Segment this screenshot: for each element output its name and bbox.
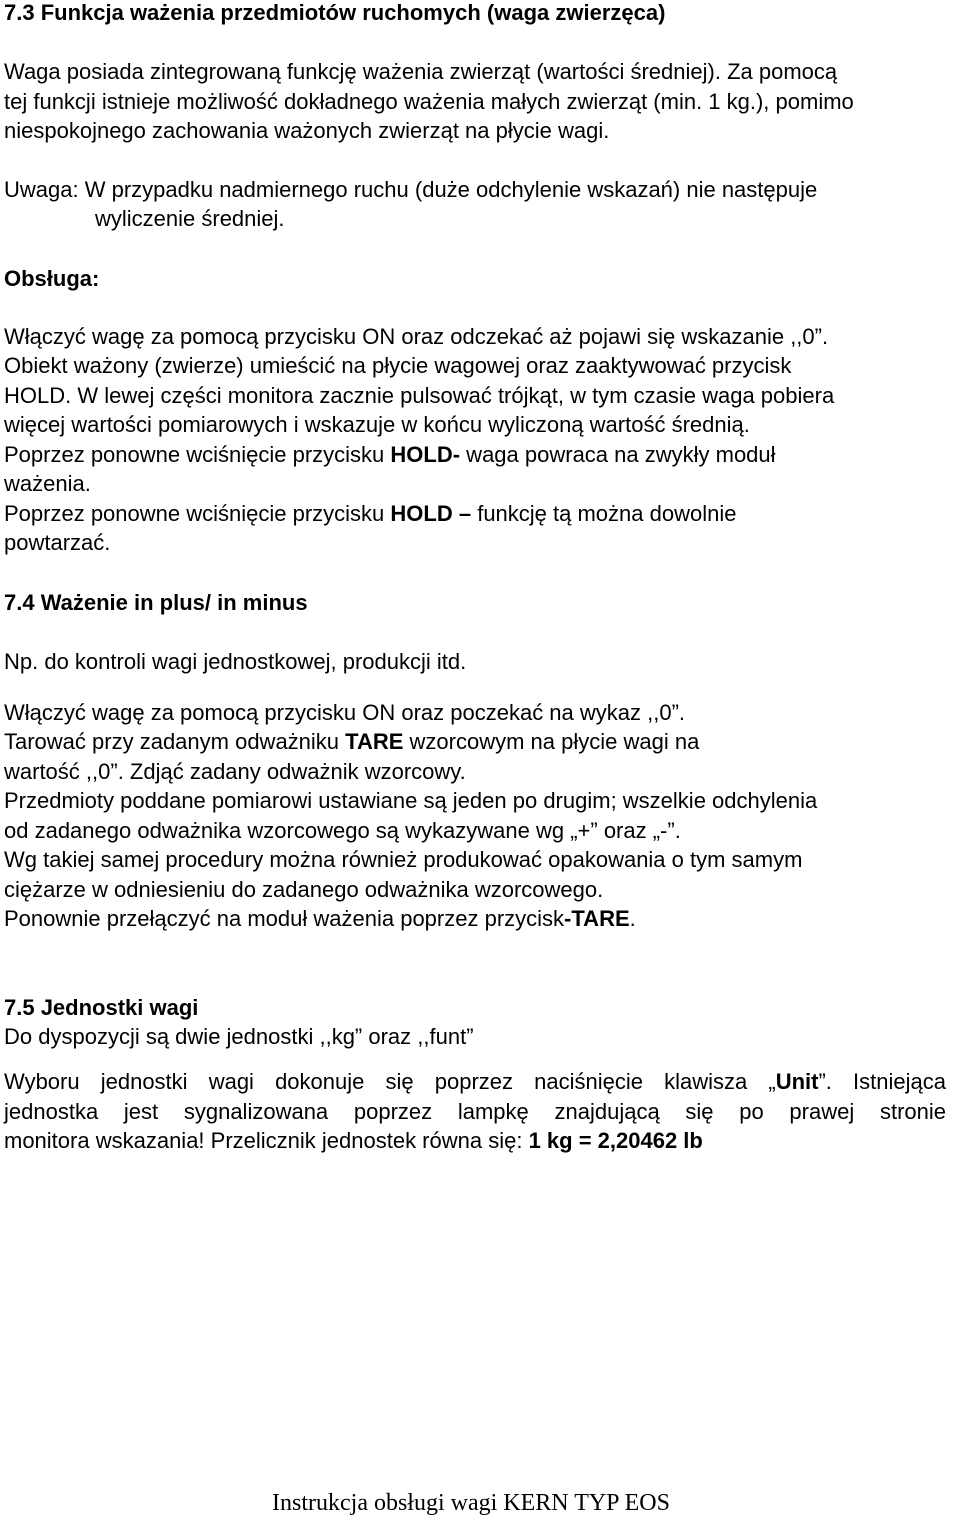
hold-line-1-rest: waga powraca na zwykły moduł [460, 442, 776, 467]
section-heading-7-4: 7.4 Ważenie in plus/ in minus [4, 590, 308, 615]
conversion-text: monitora wskazania! Przelicznik jednostek równa się: [4, 1128, 529, 1153]
note-line-1: Uwaga: W przypadku nadmiernego ruchu (duże odchylenie wskazań) nie następuje [4, 177, 818, 202]
units-line-4 [4, 1126, 703, 1156]
plusminus-line-8 [4, 904, 636, 934]
plusminus-line-3: wartość ,,0”. Zdjąć zadany odważnik wzorcowy. [4, 759, 466, 784]
section-heading-7-5: 7.5 Jednostki wagi [4, 995, 199, 1020]
minus-tare-key: -TARE [564, 906, 630, 931]
units-line-3: jednostka jest sygnalizowana poprzez lampkę znajdującą się po prawej stronie [4, 1099, 946, 1124]
section-heading-7-3: 7.3 Funkcja ważenia przedmiotów ruchomych (waga zwierzęca) [4, 0, 666, 25]
note-line-2: wyliczenie średniej. [95, 206, 285, 231]
hold-line-2-cont: powtarzać. [4, 530, 111, 555]
intro-line-3: niespokojnego zachowania ważonych zwierząt na płycie wagi. [4, 118, 610, 143]
example-line: Np. do kontroli wagi jednostkowej, produkcji itd. [4, 649, 467, 674]
tare-rest: wzorcowym na płycie wagi na [403, 729, 700, 754]
units-line-1: Do dyspozycji są dwie jednostki ,,kg” oraz ,,funt” [4, 1024, 474, 1049]
hold-line-1-cont: ważenia. [4, 471, 91, 496]
plusminus-line-1: Włączyć wagę za pomocą przycisku ON oraz poczekać na wykaz ,,0”. [4, 700, 686, 725]
tare-text: Tarować przy zadanym odważniku [4, 729, 346, 754]
switch-end: . [629, 906, 636, 931]
switch-text: Ponownie przełączyć na moduł ważenia poprzez przycisk [4, 906, 565, 931]
tare-key: TARE [345, 729, 404, 754]
hold-key-2: HOLD – [390, 501, 472, 526]
unit-text: Wyboru jednostki wagi dokonuje się poprzez naciśnięcie klawisza „ [4, 1069, 776, 1094]
hold-line-2-text: Poprzez ponowne wciśnięcie przycisku [4, 501, 391, 526]
intro-line-1: Waga posiada zintegrowaną funkcję ważenia zwierząt (wartości średniej). Za pomocą [4, 59, 838, 84]
plusminus-line-4: Przedmioty poddane pomiarowi ustawiane są jeden po drugim; wszelkie odchylenia [4, 788, 818, 813]
intro-line-2: tej funkcji istnieje możliwość dokładnego ważenia małych zwierząt (min. 1 kg.), pomimo [4, 89, 854, 114]
step-line-2: Obiekt ważony (zwierze) umieścić na płycie wagowej oraz zaaktywować przycisk [4, 353, 792, 378]
unit-rest: ”. Istniejąca [818, 1069, 946, 1094]
hold-line-2-rest: funkcję tą można dowolnie [471, 501, 737, 526]
step-line-4: więcej wartości pomiarowych i wskazuje w końcu wyliczoną wartość średnią. [4, 412, 750, 437]
hold-key: HOLD- [390, 442, 461, 467]
plusminus-line-2 [4, 727, 699, 757]
plusminus-line-7: ciężarze w odniesieniu do zadanego odważnika wzorcowego. [4, 877, 604, 902]
step-line-3: HOLD. W lewej części monitora zacznie pulsować trójkąt, w tym czasie waga pobiera [4, 383, 835, 408]
hold-line-2 [4, 499, 736, 529]
conversion-value: 1 kg = 2,20462 lb [528, 1128, 703, 1153]
hold-line-1-text: Poprzez ponowne wciśnięcie przycisku [4, 442, 391, 467]
hold-line-1 [4, 440, 776, 470]
subheading-obsluga: Obsługa: [4, 266, 100, 291]
page-footer: Instrukcja obsługi wagi KERN TYP EOS [272, 1490, 670, 1516]
units-line-2 [4, 1067, 946, 1097]
unit-key: Unit [775, 1069, 819, 1094]
plusminus-line-6: Wg takiej samej procedury można również produkować opakowania o tym samym [4, 847, 803, 872]
step-line-1: Włączyć wagę za pomocą przycisku ON oraz odczekać aż pojawi się wskazanie ,,0”. [4, 324, 829, 349]
plusminus-line-5: od zadanego odważnika wzorcowego są wykazywane wg „+” oraz „-”. [4, 818, 681, 843]
